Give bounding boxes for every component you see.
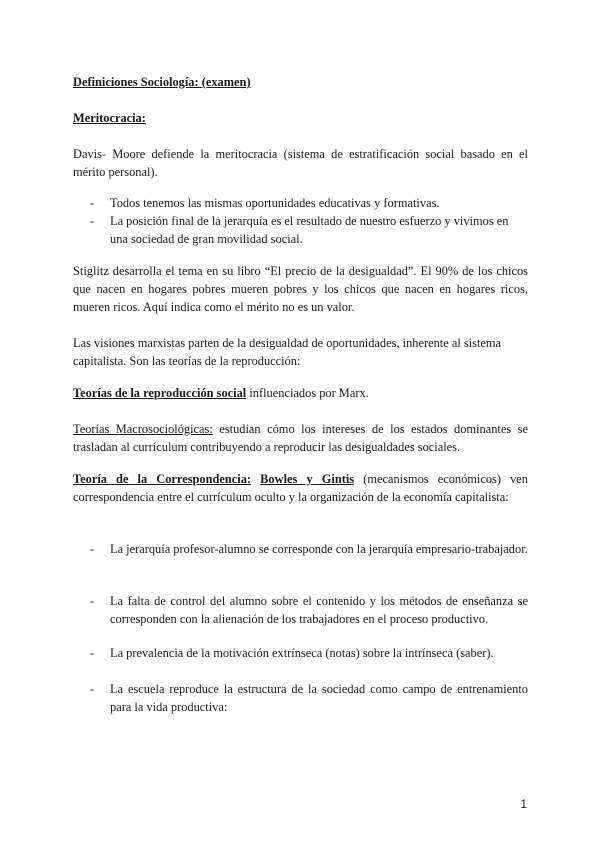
heading-teorias-reproduccion: Teorías de la reproducción social xyxy=(73,386,247,400)
label-macrosociologicas: Teorías Macrosociológicas: xyxy=(73,422,213,436)
paragraph-macrosociologicas xyxy=(73,420,528,456)
paragraph-text: influenciados por Marx. xyxy=(246,386,369,400)
list-item-text: La posición final de la jerarquía es el resultado de nuestro esfuerzo y vivimos en una sociedad de gran movilidad social. xyxy=(110,214,509,246)
bullet-dash: - xyxy=(90,214,95,228)
list-item xyxy=(73,212,528,248)
list-item-text: Todos tenemos las mismas oportunidades educativas y formativas. xyxy=(110,196,440,210)
list-item xyxy=(73,592,528,628)
list-item xyxy=(73,540,528,558)
list-item-text: La falta de control del alumno sobre el contenido y los métodos de enseñanza se corresponden con la alienación de los trabajadores en el proceso productivo. xyxy=(110,594,528,626)
paragraph-davis-moore: Davis- Moore defiende la meritocracia (sistema de estratificación social basado en el mérito personal). xyxy=(73,147,528,179)
paragraph-marxistas: Las visiones marxistas parten de la desigualdad de oportunidades, inherente al sistema capitalista. Son las teorías de la reproducción: xyxy=(73,336,502,368)
list-item xyxy=(73,644,528,662)
paragraph-stiglitz: Stiglitz desarrolla el tema en su libro “El precio de la desigualdad”. El 90% de los chicos que nacen en hogares pobres mueren pobres y los chicos que nacen en hogares ricos, mueren ricos. Aquí indica como el mérito no es un valor. xyxy=(73,264,528,314)
bullet-dash: - xyxy=(90,646,95,660)
bullet-dash: - xyxy=(90,542,95,556)
paragraph-text: (mecanismos económicos) ven correspondencia entre el currículum oculto y la organización de la economía capitalista: xyxy=(73,472,528,504)
heading-correspondencia: Teoría de la Correspondencia: xyxy=(73,472,252,486)
list-item xyxy=(73,680,528,716)
list-item-text: La escuela reproduce la estructura de la sociedad como campo de entrenamiento para la vida productiva: xyxy=(110,682,528,714)
paragraph-correspondencia xyxy=(73,470,528,506)
list-item-text: La prevalencia de la motivación extrínseca (notas) sobre la intrínseca (saber). xyxy=(110,646,494,660)
paragraph-teorias-reproduccion xyxy=(73,384,528,402)
bullet-dash: - xyxy=(90,196,95,210)
page-number: 1 xyxy=(520,797,527,811)
list-item xyxy=(73,194,528,212)
bullet-dash: - xyxy=(90,594,95,608)
bullet-dash: - xyxy=(90,682,95,696)
document-title: Definiciones Sociología: (examen) xyxy=(73,75,251,89)
authors-bowles-gintis: Bowles y Gintis xyxy=(260,472,355,486)
list-item-text: La jerarquía profesor-alumno se corresponde con la jerarquía empresario-trabajador. xyxy=(110,542,528,556)
paragraph-text: estudian cómo los intereses de los estados dominantes se trasladan al currículum contribuyendo a reproducir las desigualdades sociales. xyxy=(73,422,528,454)
section-heading-meritocracia: Meritocracia: xyxy=(73,111,146,125)
